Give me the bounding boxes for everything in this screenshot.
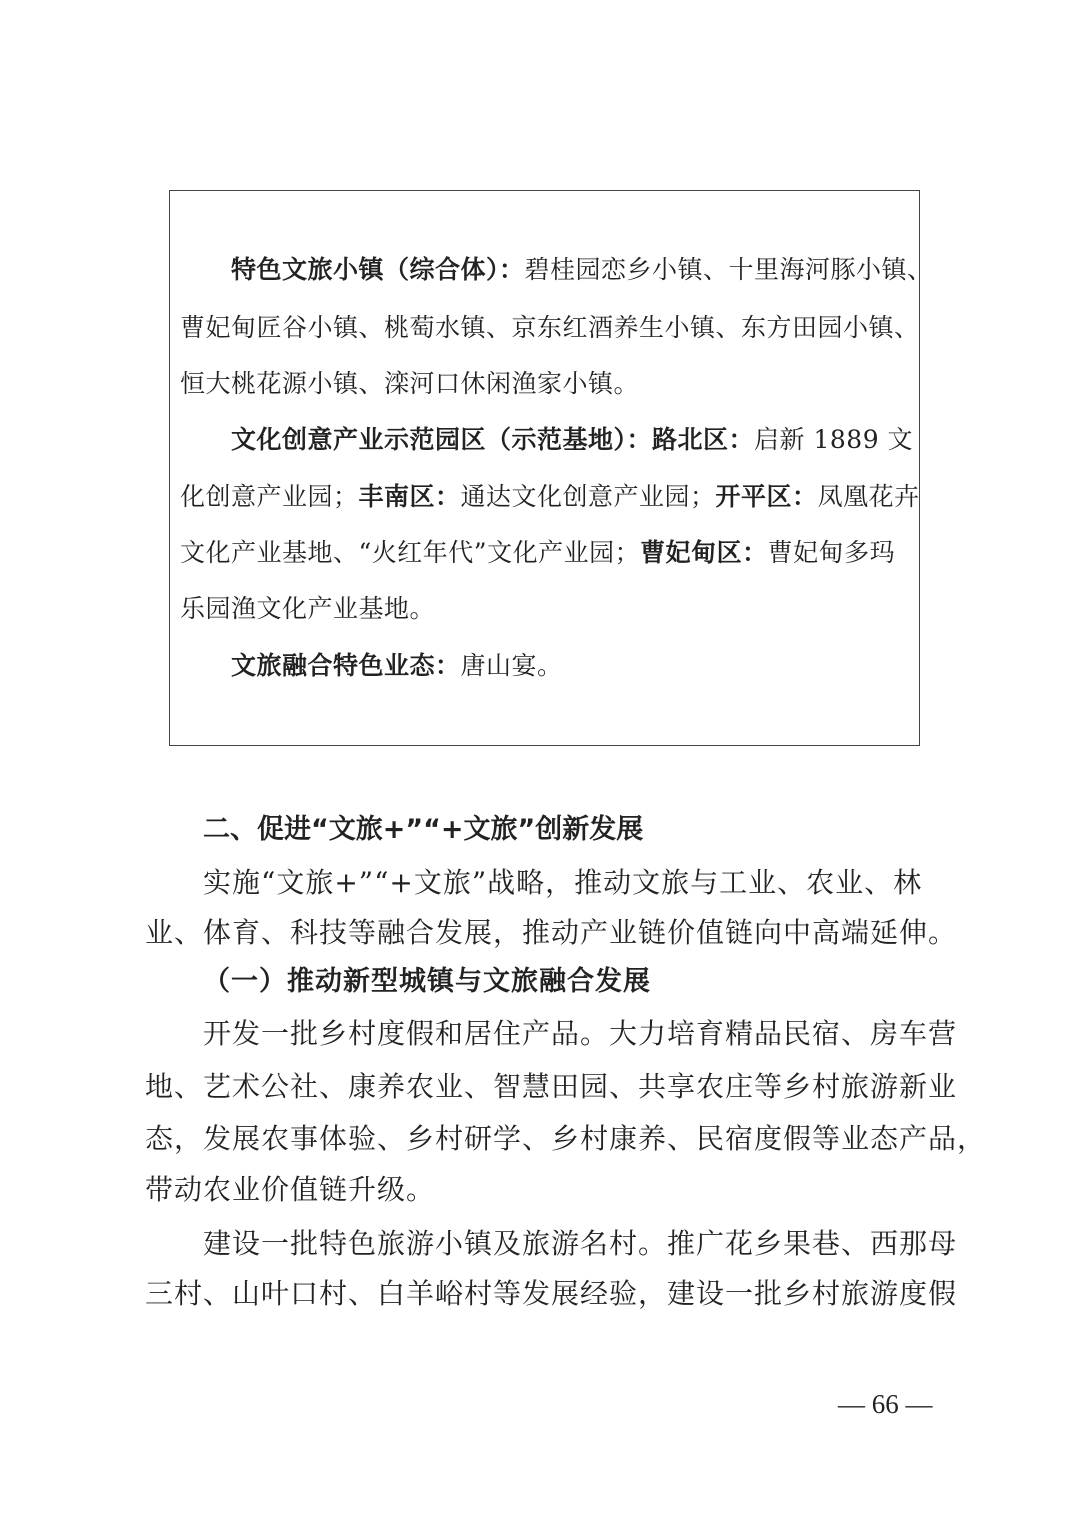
box-p2-line3-a: 文化产业基地、“火红年代”文化产业园； <box>180 538 641 567</box>
box-p2-heading: 文化创意产业示范园区（示范基地）： <box>231 425 653 454</box>
box-p1-line2: 曹妃甸匠谷小镇、桃萄水镇、京东红酒养生小镇、东方田园小镇、 <box>180 313 920 342</box>
box-p1-line1 <box>231 255 933 285</box>
district-label-kaiping: 开平区： <box>715 482 818 511</box>
para1-line-2: 地、艺术公社、康养农业、智慧田园、共享农庄等乡村旅游新业 <box>145 1070 958 1103</box>
box-p1-line3: 恒大桃花源小镇、滦河口休闲渔家小镇。 <box>180 369 640 398</box>
page-number: — 66 — <box>838 1389 933 1419</box>
box-p1-line1-text: 碧桂园恋乡小镇、十里海河豚小镇、 <box>524 255 933 284</box>
box-p2-line3 <box>180 538 895 568</box>
para1-line-1: 开发一批乡村度假和居住产品。大力培育精品民宿、房车营 <box>203 1017 958 1050</box>
section-heading: 二、促进“文旅+”“+文旅”创新发展 <box>203 814 644 845</box>
box-p2-line2-c: 凤凰花卉 <box>817 482 920 511</box>
box-p2-line1 <box>231 425 913 455</box>
para2-line-1: 建设一批特色旅游小镇及旅游名村。推广花乡果巷、西那母 <box>203 1227 958 1260</box>
box-p1-heading: 特色文旅小镇（综合体）： <box>231 255 525 284</box>
box-p3-text: 唐山宴。 <box>460 651 563 680</box>
box-p2-line4: 乐园渔文化产业基地。 <box>180 594 436 623</box>
district-label-fengnan: 丰南区： <box>358 482 461 511</box>
para2-line-2: 三村、山叶口村、白羊峪村等发展经验，建设一批乡村旅游度假 <box>145 1277 958 1310</box>
box-p3-line1 <box>231 651 563 681</box>
subsection-heading: （一）推动新型城镇与文旅融合发展 <box>203 966 651 997</box>
box-p2-line2 <box>180 482 920 512</box>
intro-line-1: 实施“文旅+”“+文旅”战略，推动文旅与工业、农业、林 <box>203 866 923 899</box>
box-p2-line2-a: 化创意产业园； <box>180 482 359 511</box>
box-p2-line3-b: 曹妃甸多玛 <box>767 538 896 567</box>
para1-line-3: 态，发展农事体验、乡村研学、乡村康养、民宿度假等业态产品， <box>145 1122 987 1155</box>
box-p2-line2-b: 通达文化创意产业园； <box>460 482 716 511</box>
box-p3-heading: 文旅融合特色业态： <box>231 651 461 680</box>
intro-line-2: 业、体育、科技等融合发展，推动产业链价值链向中高端延伸。 <box>145 916 958 949</box>
box-p2-line1-text: 启新 1889 文 <box>754 425 914 454</box>
district-label-lubei: 路北区： <box>652 425 755 454</box>
para1-line-4: 带动农业价值链升级。 <box>145 1173 436 1206</box>
district-label-caofeidian: 曹妃甸区： <box>640 538 768 567</box>
